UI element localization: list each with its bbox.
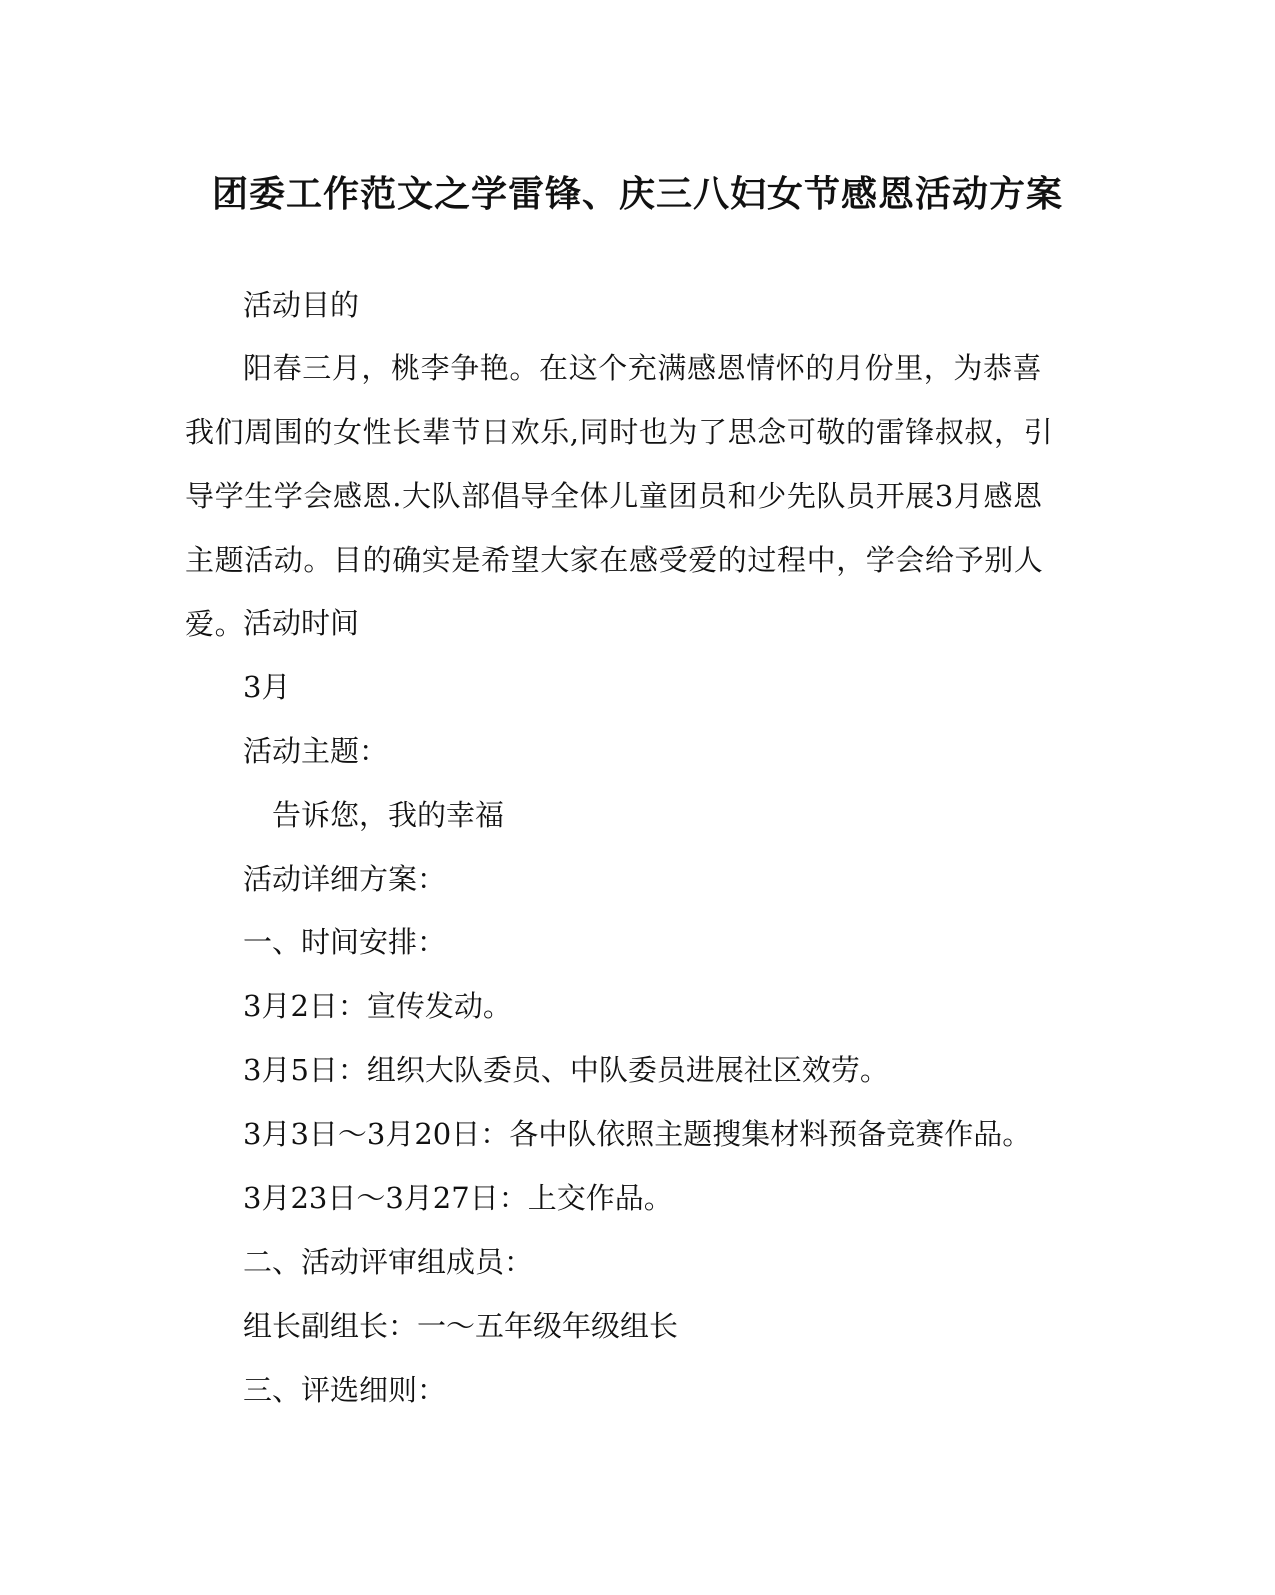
time-heading: 活动时间 [243,606,360,640]
purpose-paragraph: 阳春三月，桃李争艳。在这个充满感恩情怀的月份里，为恭喜我们周围的女性长辈节日欢乐,同时也为了思念可敬的雷锋叔叔，引导学生学会感恩.大队部倡导全体儿童团员和少先队员开展3月感恩主题活动。目的确实是希望大家在感受爱的过程中，学会给予别人爱。 [185,351,1054,641]
schedule-item: 3月5日：组织大队委员、中队委员进展社区效劳。 [243,1053,889,1087]
schedule-heading: 一、时间安排： [243,925,447,959]
time-value: 3月 [243,670,291,704]
document-title: 团委工作范文之学雷锋、庆三八妇女节感恩活动方案 [211,173,1063,215]
rules-heading: 三、评选细则： [243,1373,447,1407]
theme-value: 告诉您，我的幸福 [272,798,505,832]
plan-heading: 活动详细方案： [243,862,447,896]
schedule-item: 3月23日～3月27日：上交作品。 [243,1181,673,1215]
jury-value: 组长副组长：一～五年级年级组长 [243,1309,679,1343]
schedule-item: 3月2日：宣传发动。 [243,989,512,1023]
schedule-item: 3月3日～3月20日：各中队依照主题搜集材料预备竞赛作品。 [243,1117,1032,1151]
purpose-heading: 活动目的 [243,288,360,322]
theme-heading: 活动主题： [243,734,389,768]
jury-heading: 二、活动评审组成员： [243,1245,534,1279]
